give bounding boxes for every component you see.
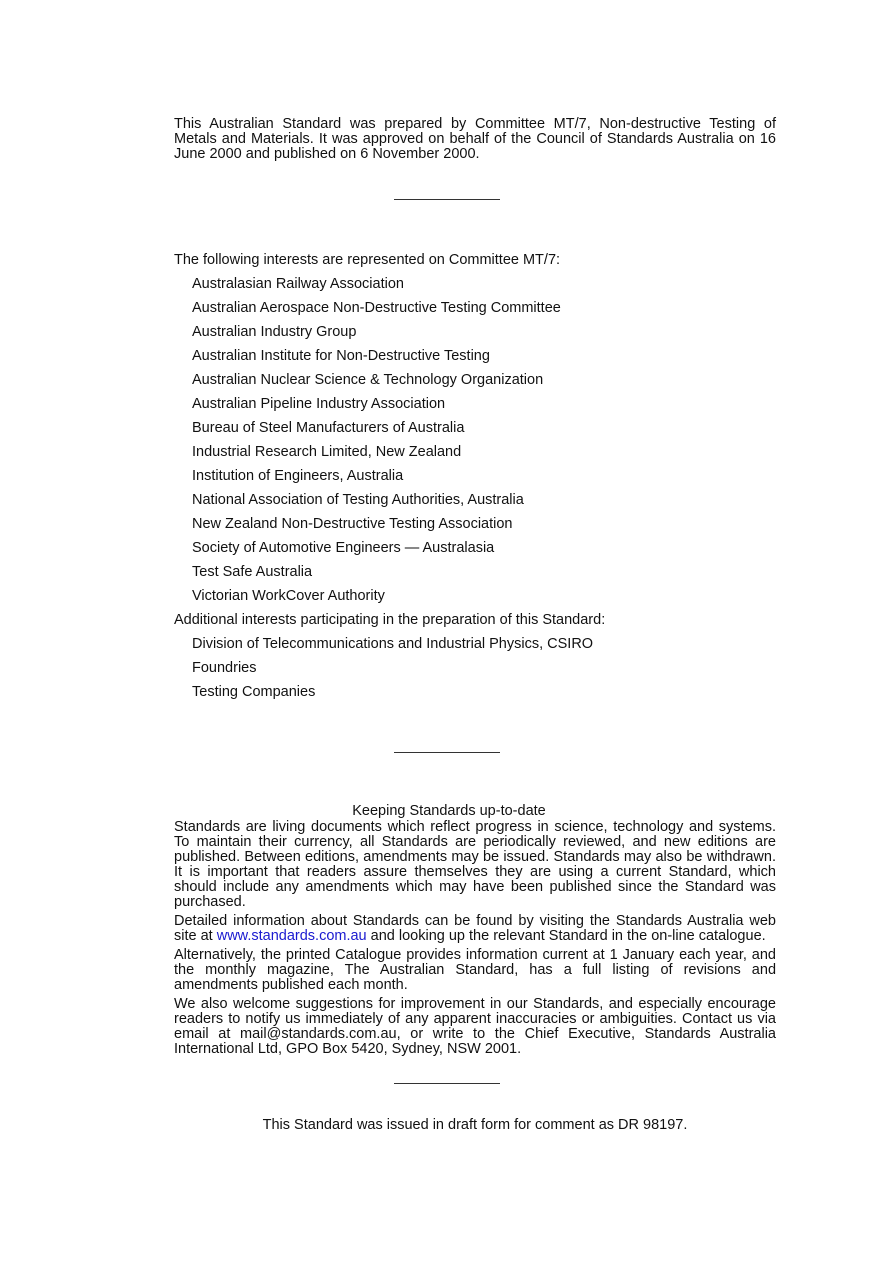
list-item: Institution of Engineers, Australia xyxy=(192,468,404,484)
list-item: Australian Industry Group xyxy=(192,324,357,340)
standards-web-link[interactable]: www.standards.com.au xyxy=(216,928,367,944)
additional-interests-heading: Additional interests participating in the preparation of this Standard: xyxy=(174,612,606,628)
paragraph-text: Alternatively, the printed Catalogue provides information current at 1 January each year, and the monthly magazine, xyxy=(174,947,776,978)
draft-note: This Standard was issued in draft form for comment as DR 98197. xyxy=(262,1117,688,1133)
list-item: National Association of Testing Authorities, Australia xyxy=(192,492,524,508)
list-item: Australian Pipeline Industry Association xyxy=(192,396,446,412)
committee-section xyxy=(174,248,776,704)
paragraph-catalogue xyxy=(174,948,776,993)
list-item: Australian Aerospace Non-Destructive Testing Committee xyxy=(192,300,561,316)
paragraph-living-documents: Standards are living documents which reflect progress in science, technology and systems. To maintain their currency, all Standards are periodically reviewed, and new editions are published. Between editions, amendments may be issued. Standards may also be withdrawn. It is important that readers assure themselves they are using a current Standard, which should include any amendments which may have been published since the Standard was purchased. xyxy=(174,819,776,910)
list-item: Bureau of Steel Manufacturers of Australia xyxy=(192,420,465,436)
section-title: Keeping Standards up-to-date xyxy=(352,803,546,819)
list-item: Australian Nuclear Science & Technology Organization xyxy=(192,372,544,388)
list-item: New Zealand Non-Destructive Testing Association xyxy=(192,516,513,532)
paragraph-text: Detailed information about Standards can be found by visiting the Standards Australia web site at xyxy=(174,913,776,944)
list-item: Testing Companies xyxy=(192,684,316,700)
list-item: Australasian Railway Association xyxy=(192,276,404,292)
committee-members-list xyxy=(174,272,776,608)
paragraph-text: , has a full listing of revisions and amendments published each month. xyxy=(174,962,777,993)
section-divider xyxy=(394,1083,500,1084)
section-divider xyxy=(394,199,500,200)
preparation-statement: This Australian Standard was prepared by Committee MT/7, Non-destructive Testing of Metals and Materials. It was approved on behalf of the Council of Standards Australia on 16 June 2000 and published on 6 November 2000. xyxy=(174,116,776,162)
additional-interests-list xyxy=(174,632,776,704)
paragraph-suggestions: We also welcome suggestions for improvement in our Standards, and especially encourage readers to notify us immediately of any apparent inaccuracies or ambiguities. Contact us via email at mail@standards.com.au, or write to the Chief Executive, Standards Australia International Ltd, GPO Box 5420, Sydney, NSW 2001. xyxy=(174,996,776,1057)
list-item: Industrial Research Limited, New Zealand xyxy=(192,444,462,460)
list-item: Victorian WorkCover Authority xyxy=(192,588,385,604)
list-item: Society of Automotive Engineers — Australasia xyxy=(192,540,495,556)
list-item: Foundries xyxy=(192,660,257,676)
list-item: Division of Telecommunications and Industrial Physics, CSIRO xyxy=(192,636,594,652)
paragraph-web-site xyxy=(174,914,776,944)
paragraph-text: and looking up the relevant Standard in the on-line catalogue. xyxy=(366,928,766,944)
document-page xyxy=(174,117,776,1134)
keeping-up-to-date-section xyxy=(174,802,776,1057)
section-divider xyxy=(394,752,500,753)
committee-heading: The following interests are represented on Committee MT/7: xyxy=(174,252,561,268)
list-item: Test Safe Australia xyxy=(192,564,313,580)
list-item: Australian Institute for Non-Destructive Testing xyxy=(192,348,490,364)
magazine-title: The Australian Standard xyxy=(344,962,515,978)
